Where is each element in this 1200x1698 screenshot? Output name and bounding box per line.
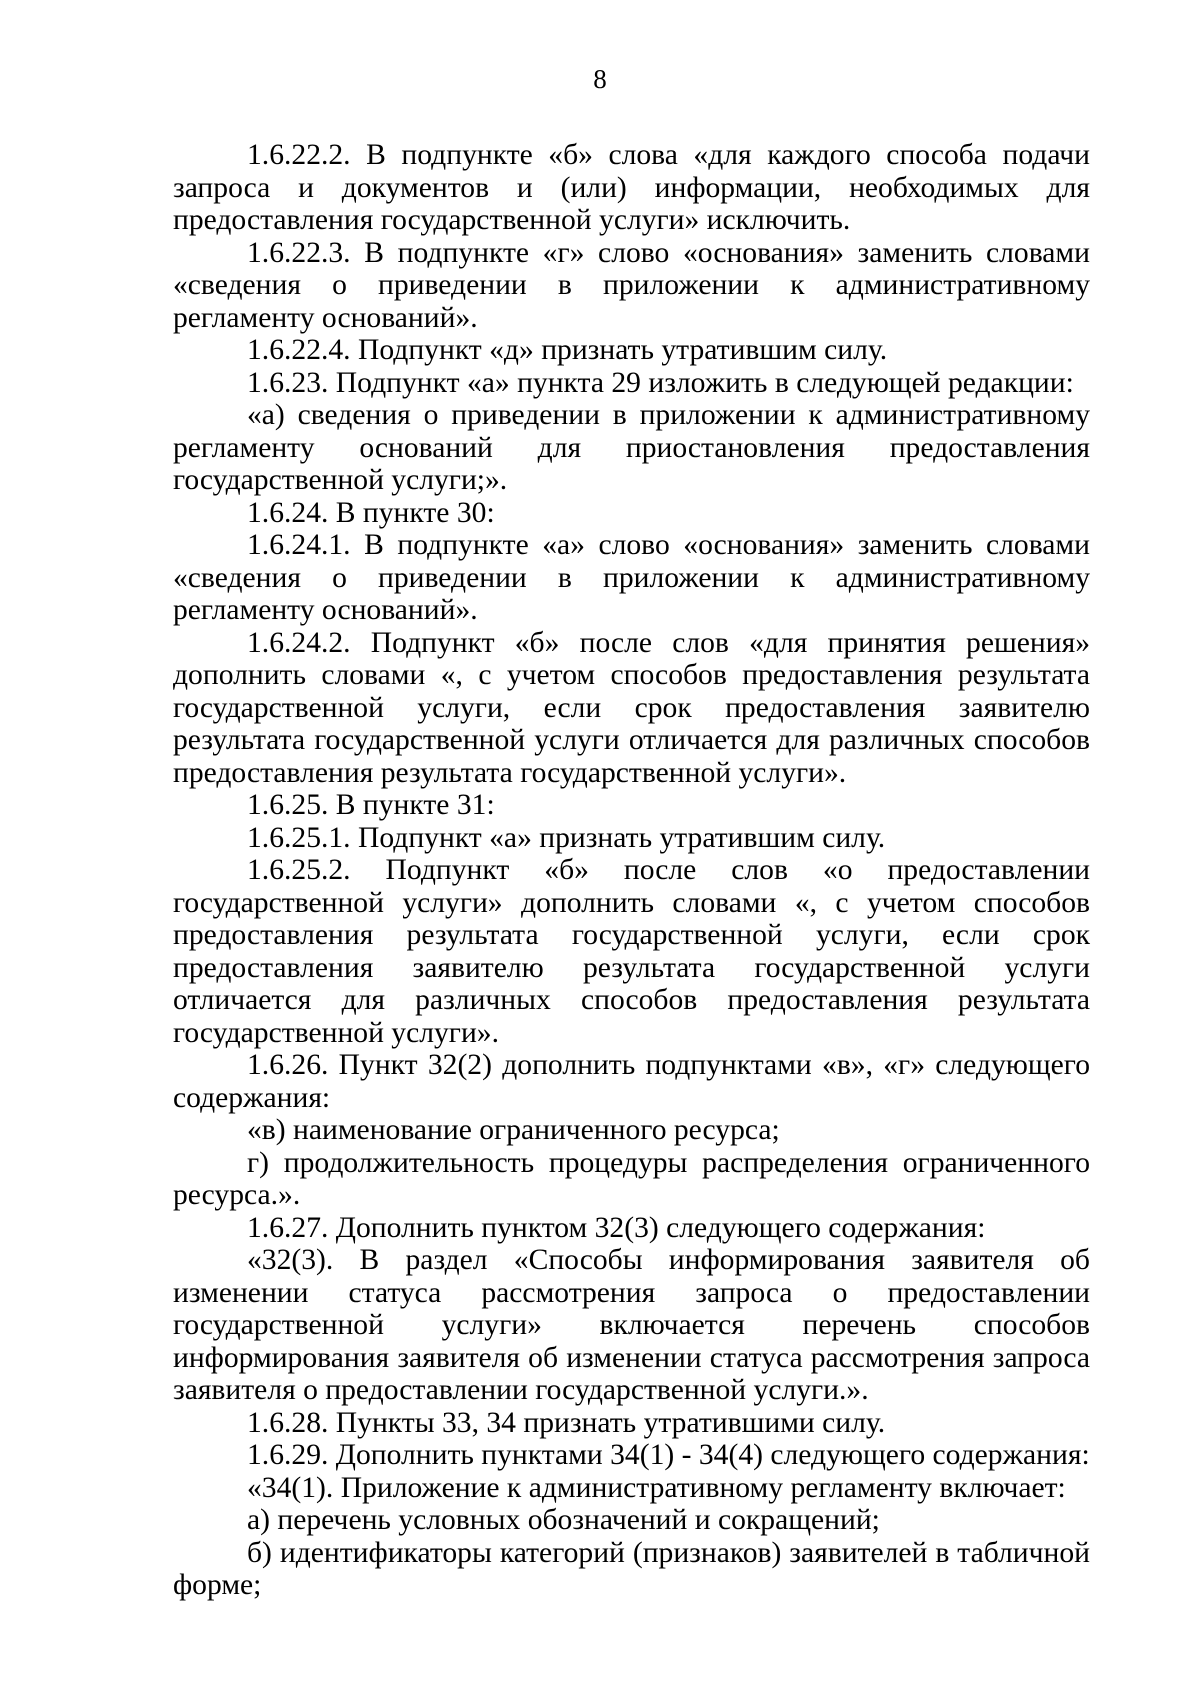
paragraph-1-6-23: 1.6.23. Подпункт «а» пункта 29 изложить в следующей редакции:: [247, 366, 1074, 399]
paragraph-1-6-25-1: 1.6.25.1. Подпункт «а» признать утратившим силу.: [247, 821, 886, 854]
paragraph-32-2-g: г) продолжительность процедуры распределения ограниченного ресурса.».: [173, 1146, 1090, 1211]
paragraph-1-6-26: 1.6.26. Пункт 32(2) дополнить подпунктами «в», «г» следующего содержания:: [173, 1049, 1090, 1114]
paragraph-1-6-27: 1.6.27. Дополнить пунктом 32(3) следующего содержания:: [247, 1211, 986, 1244]
page-number: 8: [593, 64, 607, 94]
paragraph-34-1-a: а) перечень условных обозначений и сокращений;: [247, 1504, 880, 1536]
document-body: [173, 139, 1090, 1602]
paragraph-1-6-25: 1.6.25. В пункте 31:: [247, 789, 495, 821]
paragraph-1-6-29: 1.6.29. Дополнить пунктами 34(1) - 34(4) следующего содержания:: [247, 1439, 1090, 1471]
paragraph-1-6-28: 1.6.28. Пункты 33, 34 признать утратившими силу.: [247, 1406, 886, 1439]
paragraph-1-6-22-2: 1.6.22.2. В подпункте «б» слова «для каждого способа подачи запроса и документов и (или) информации, необходимых для предоставления государственной услуги» исключить.: [173, 139, 1090, 236]
paragraph-34-1-b: б) идентификаторы категорий (признаков) заявителей в табличной форме;: [173, 1536, 1090, 1601]
paragraph-1-6-25-2: 1.6.25.2. Подпункт «б» после слов «о предоставлении государственной услуги» дополнить словами «, с учетом способов предоставления результата государственной услуги, если срок предоставления заявителю результата государственной услуги отличается для различных способов предоставления результата государственной услуги».: [173, 854, 1090, 1049]
paragraph-29a-text: «а) сведения о приведении в приложении к административному регламенту оснований для приостановления предоставления государственной услуги;».: [173, 399, 1090, 496]
paragraph-34-1-text: «34(1). Приложение к административному регламенту включает:: [247, 1471, 1066, 1504]
paragraph-1-6-24-2: 1.6.24.2. Подпункт «б» после слов «для принятия решения» дополнить словами «, с учетом способов предоставления результата государственной услуги, если срок предоставления заявителю результата государственной услуги отличается для различных способов предоставления результата государственной услуги».: [173, 626, 1090, 789]
paragraph-1-6-24: 1.6.24. В пункте 30:: [247, 496, 495, 529]
paragraph-1-6-24-1: 1.6.24.1. В подпункте «а» слово «основания» заменить словами «сведения о приведении в приложении к административному регламенту оснований».: [173, 529, 1090, 626]
paragraph-32-3-text: «32(3). В раздел «Способы информирования заявителя об изменении статуса рассмотрения запроса о предоставлении государственной услуги» включается перечень способов информирования заявителя об изменении статуса рассмотрения запроса заявителя о предоставлении государственной услуги.».: [173, 1244, 1090, 1406]
paragraph-1-6-22-3: 1.6.22.3. В подпункте «г» слово «основания» заменить словами «сведения о приведении в приложении к административному регламенту оснований».: [173, 236, 1090, 334]
paragraph-1-6-22-4: 1.6.22.4. Подпункт «д» признать утратившим силу.: [247, 334, 888, 366]
paragraph-32-2-v: «в) наименование ограниченного ресурса;: [247, 1114, 780, 1146]
